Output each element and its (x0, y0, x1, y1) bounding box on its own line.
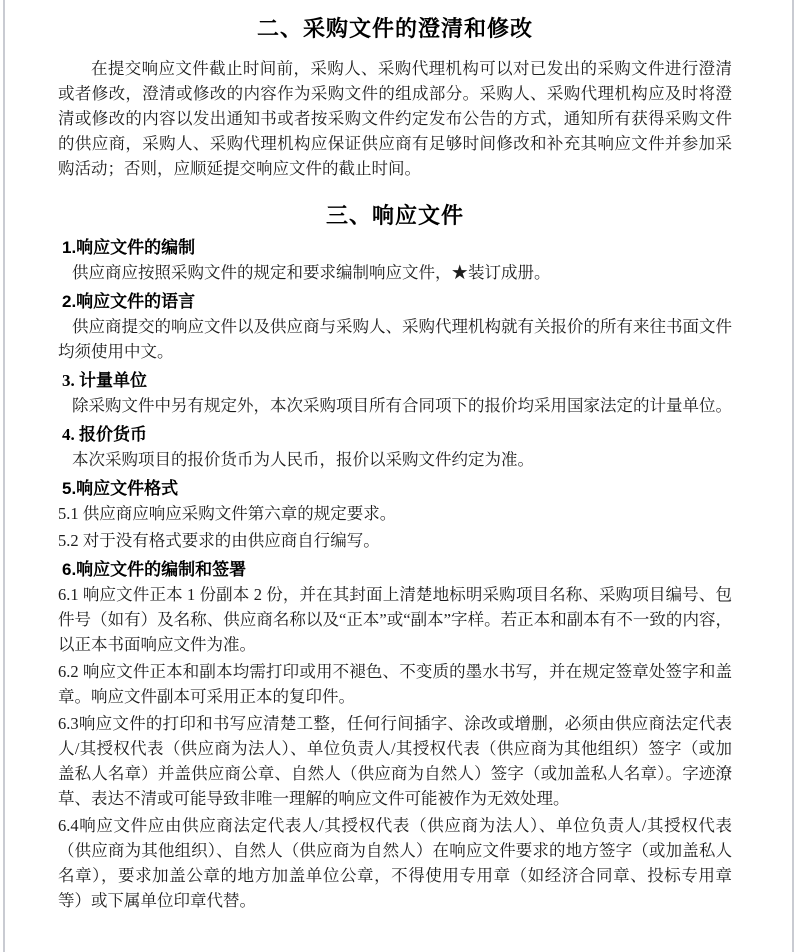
section-item-2 (58, 291, 732, 364)
paragraph-measurement-unit: 除采购文件中另有规定外，本次采购项目所有合同项下的报价均采用国家法定的计量单位。 (72, 396, 733, 415)
section-item-1 (58, 237, 732, 285)
document-content (58, 8, 732, 915)
heading-quotation-currency: 4. 报价货币 (62, 425, 147, 444)
paragraph-6-4: 6.4响应文件应由供应商法定代表人/其授权代表（供应商为法人）、单位负责人/其授权代表（供应商为其他组织）、自然人（供应商为自然人）在响应文件要求的地方签字（或加盖私人名章），要求加盖公章的地方加盖单位公章，不得使用专用章（如经济合同章、投标专用章等）或下属单位印章代替。 (58, 816, 732, 910)
paragraph-6-3: 6.3响应文件的打印和书写应清楚工整，任何行间插字、涂改或增删，必须由供应商法定代表人/其授权代表（供应商为法人）、单位负责人/其授权代表（供应商为其他组织）签字（或加盖私人名章）并盖供应商公章、自然人（供应商为自然人）签字（或加盖私人名章）。字迹潦草、表达不清或可能导致非唯一理解的响应文件可能被作为无效处理。 (58, 714, 732, 808)
paragraph-5-1: 5.1 供应商应响应采购文件第六章的规定要求。 (58, 504, 397, 523)
section-item-3 (58, 370, 732, 418)
heading-preparation-and-signing: 6.响应文件的编制和签署 (62, 560, 247, 579)
section2-title: 二、采购文件的澄清和修改 (256, 16, 533, 41)
section-item-4 (58, 424, 732, 472)
paragraph-5-2: 5.2 对于没有格式要求的由供应商自行编写。 (58, 531, 380, 550)
paragraph-response-file-language: 供应商提交的响应文件以及供应商与采购人、采购代理机构就有关报价的所有来往书面文件均须使用中文。 (58, 317, 733, 361)
paragraph-quotation-currency: 本次采购项目的报价货币为人民币，报价以采购文件约定为准。 (72, 450, 535, 469)
page-right-edge-line (792, 0, 794, 952)
heading-response-file-preparation: 1.响应文件的编制 (62, 238, 196, 257)
page-left-edge-line (3, 0, 5, 952)
paragraph-response-file-preparation: 供应商应按照采购文件的规定和要求编制响应文件，★装订成册。 (72, 263, 551, 282)
section-item-6 (58, 559, 732, 913)
heading-response-file-format: 5.响应文件格式 (62, 479, 179, 498)
paragraph-6-2: 6.2 响应文件正本和副本均需打印或用不褪色、不变质的墨水书写，并在规定签章处签字和盖章。响应文件副本可采用正本的复印件。 (58, 662, 732, 706)
heading-response-file-language: 2.响应文件的语言 (62, 292, 196, 311)
section3-title: 三、响应文件 (325, 203, 464, 228)
section-item-5 (58, 478, 732, 553)
paragraph-6-1: 6.1 响应文件正本 1 份副本 2 份，并在其封面上清楚地标明采购项目名称、采购项目编号、包件号（如有）及名称、供应商名称以及“正本”或“副本”字样。若正本和副本有不一致的内容，以正本书面响应文件为准。 (58, 585, 732, 654)
heading-measurement-unit: 3. 计量单位 (62, 371, 147, 390)
section2-paragraph: 在提交响应文件截止时间前，采购人、采购代理机构可以对已发出的采购文件进行澄清或者修改，澄清或修改的内容作为采购文件的组成部分。采购人、采购代理机构应及时将澄清或修改的内容以发出通知书或者按采购文件约定发布公告的方式，通知所有获得采购文件的供应商，采购人、采购代理机构应保证供应商有足够时间修改和补充其响应文件并参加采购活动；否则，应顺延提交响应文件的截止时间。 (58, 59, 732, 178)
